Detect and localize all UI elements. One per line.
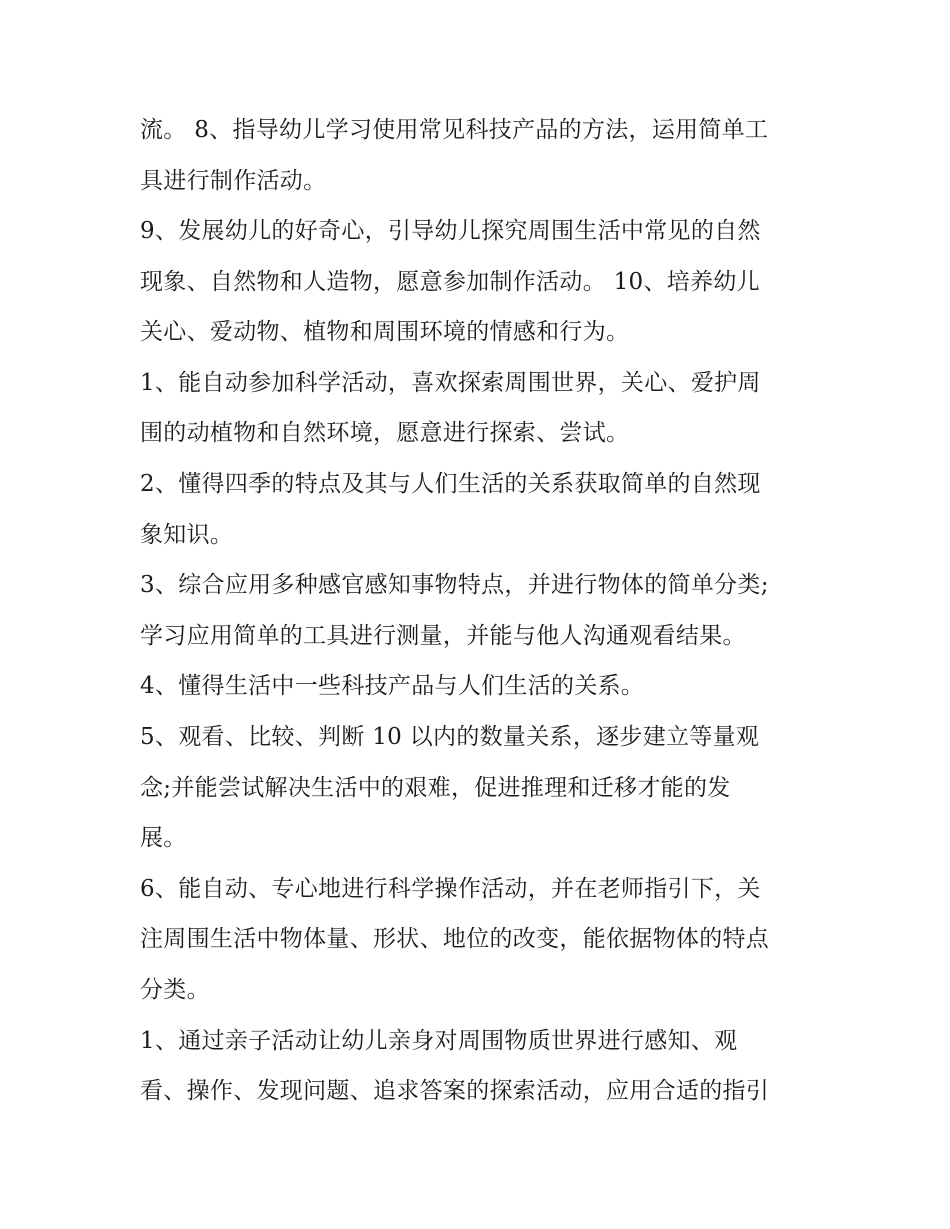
- text-line: 现象、自然物和人造物，愿意参加制作活动。 10、培养幼儿: [140, 269, 760, 295]
- text-line: 5、观看、比较、判断 10 以内的数量关系，逐步建立等量观: [140, 724, 760, 750]
- text-line: 注周围生活中物体量、形状、地位的改变，能依据物体的特点: [140, 926, 770, 952]
- text-line: 4、懂得生活中一些科技产品与人们生活的关系。: [140, 673, 645, 699]
- text-line: 展。: [140, 825, 187, 851]
- text-line: 具进行制作活动。: [140, 168, 327, 194]
- text-line: 6、能自动、专心地进行科学操作活动，并在老师指引下，关: [140, 876, 761, 902]
- text-line: 流。 8、指导幼儿学习使用常见科技产品的方法，运用简单工: [140, 117, 769, 143]
- text-line: 9、发展幼儿的好奇心，引导幼儿探究周围生活中常见的自然: [140, 218, 761, 244]
- text-line: 学习应用简单的工具进行测量，并能与他人沟通观看结果。: [140, 623, 746, 649]
- text-line: 1、能自动参加科学活动，喜欢探索周围世界，关心、爱护周: [140, 370, 761, 396]
- text-line: 1、通过亲子活动让幼儿亲身对周围物质世界进行感知、观: [140, 1028, 738, 1054]
- text-line: 关心、爱动物、植物和周围环境的情感和行为。: [140, 319, 630, 345]
- text-line: 看、操作、发现问题、追求答案的探索活动，应用合适的指引: [140, 1078, 770, 1104]
- text-line: 2、懂得四季的特点及其与人们生活的关系获取简单的自然现: [140, 471, 761, 497]
- text-line: 象知识。: [140, 522, 234, 548]
- text-line: 分类。: [140, 977, 210, 1003]
- text-line: 围的动植物和自然环境，愿意进行探索、尝试。: [140, 420, 630, 446]
- text-line: 3、综合应用多种感官感知事物特点，并进行物体的简单分类;: [140, 572, 769, 598]
- text-line: 念;并能尝试解决生活中的艰难，促进推理和迁移才能的发: [140, 775, 731, 801]
